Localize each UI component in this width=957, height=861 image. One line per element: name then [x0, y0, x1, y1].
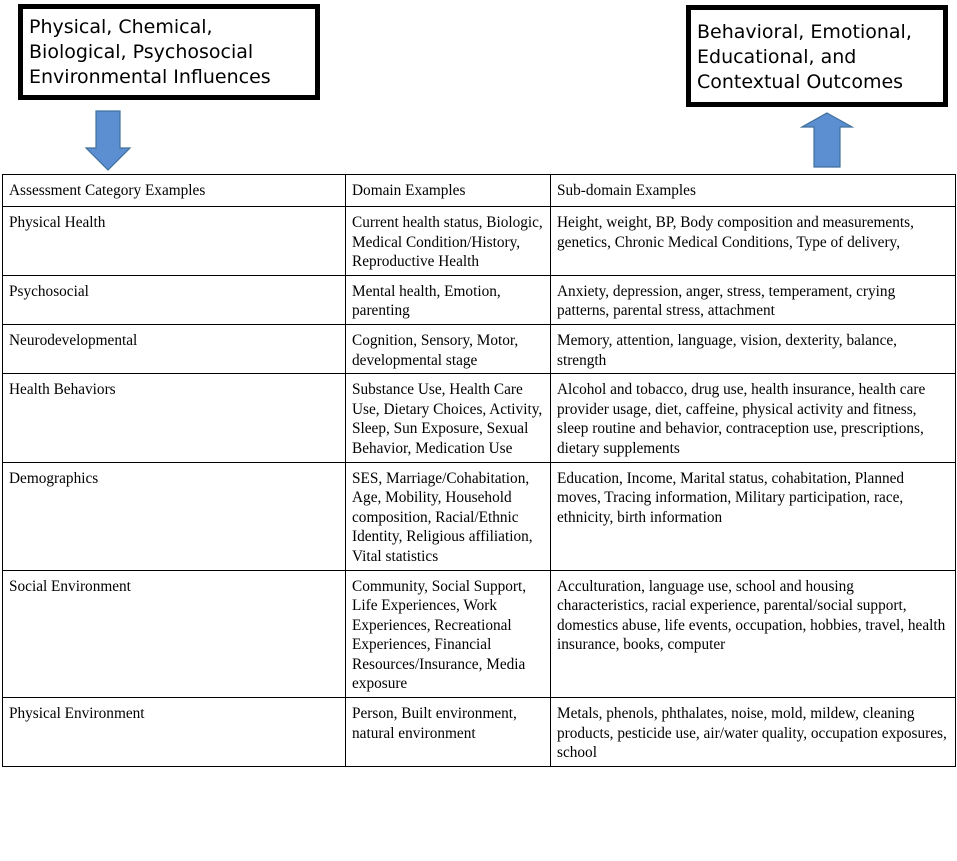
- subdomain-cell: Height, weight, BP, Body composition and measurements, genetics, Chronic Medical Conditions, Type of delivery,: [551, 207, 956, 276]
- subdomain-cell: Education, Income, Marital status, cohabitation, Planned moves, Tracing information, Military participation, race, ethnicity, birth information: [551, 462, 956, 570]
- category-cell: Psychosocial: [3, 275, 346, 324]
- subdomain-cell: Anxiety, depression, anger, stress, temperament, crying patterns, parental stress, attachment: [551, 275, 956, 324]
- category-cell: Social Environment: [3, 570, 346, 698]
- influences-text: Physical, Chemical, Biological, Psychosocial Environmental Influences: [29, 16, 271, 88]
- outcomes-box: [686, 5, 948, 107]
- domain-cell: Current health status, Biologic, Medical Condition/History, Reproductive Health: [346, 207, 551, 276]
- table-row: [3, 570, 956, 698]
- subdomain-cell: Alcohol and tobacco, drug use, health insurance, health care provider usage, diet, caffeine, physical activity and fitness, sleep routine and behavior, contraception use, prescriptions, dietary supplements: [551, 374, 956, 462]
- table-row: [3, 698, 956, 767]
- table-row: [3, 462, 956, 570]
- table-row: [3, 374, 956, 462]
- category-cell: Demographics: [3, 462, 346, 570]
- subdomain-cell: Metals, phenols, phthalates, noise, mold, mildew, cleaning products, pesticide use, air/water quality, occupation exposures, school: [551, 698, 956, 767]
- header-domain: Domain Examples: [346, 175, 551, 207]
- influences-box: [18, 4, 320, 100]
- category-cell: Physical Environment: [3, 698, 346, 767]
- outcomes-text: Behavioral, Emotional, Educational, and Contextual Outcomes: [697, 21, 912, 93]
- assessment-table: [2, 174, 956, 767]
- domain-cell: Cognition, Sensory, Motor, developmental stage: [346, 324, 551, 373]
- table-row: [3, 324, 956, 373]
- table-header-row: [3, 175, 956, 207]
- subdomain-cell: Memory, attention, language, vision, dexterity, balance, strength: [551, 324, 956, 373]
- down-arrow-icon: [84, 110, 132, 172]
- up-arrow-icon: [800, 112, 854, 168]
- table-row: [3, 275, 956, 324]
- table-row: [3, 207, 956, 276]
- category-cell: Physical Health: [3, 207, 346, 276]
- domain-cell: SES, Marriage/Cohabitation, Age, Mobility, Household composition, Racial/Ethnic Identity, Religious affiliation, Vital statistics: [346, 462, 551, 570]
- domain-cell: Person, Built environment, natural environment: [346, 698, 551, 767]
- header-subdomain: Sub-domain Examples: [551, 175, 956, 207]
- domain-cell: Substance Use, Health Care Use, Dietary Choices, Activity, Sleep, Sun Exposure, Sexual Behavior, Medication Use: [346, 374, 551, 462]
- domain-cell: Community, Social Support, Life Experiences, Work Experiences, Recreational Experiences, Financial Resources/Insurance, Media exposure: [346, 570, 551, 698]
- category-cell: Neurodevelopmental: [3, 324, 346, 373]
- subdomain-cell: Acculturation, language use, school and housing characteristics, racial experience, parental/social support, domestics abuse, life events, occupation, hobbies, travel, health insurance, books, computer: [551, 570, 956, 698]
- header-category: Assessment Category Examples: [3, 175, 346, 207]
- category-cell: Health Behaviors: [3, 374, 346, 462]
- domain-cell: Mental health, Emotion, parenting: [346, 275, 551, 324]
